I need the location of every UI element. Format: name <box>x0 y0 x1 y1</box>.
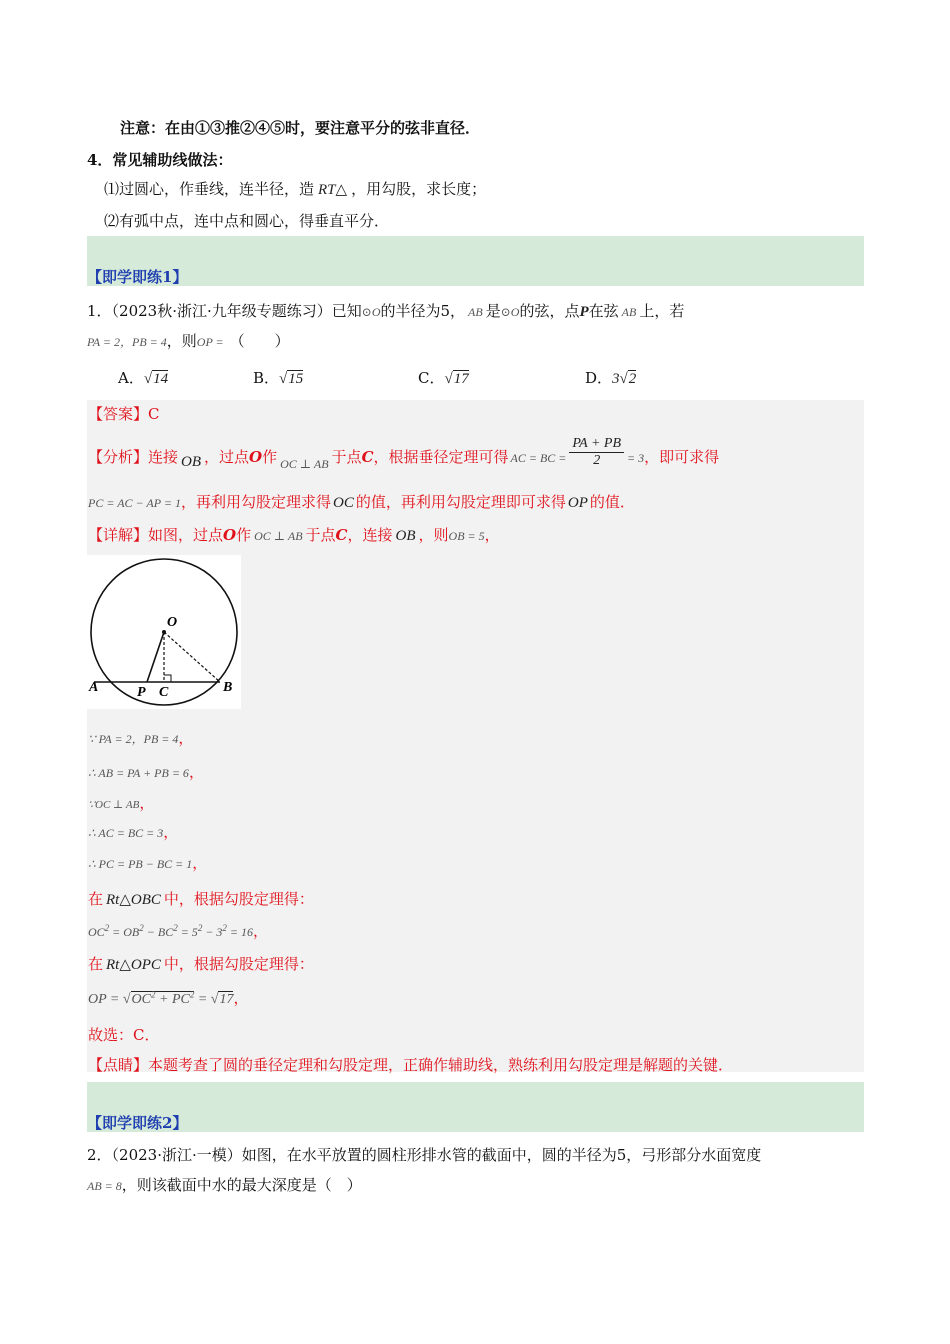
text-seg: ，再利用勾股定理求得 <box>180 493 331 511</box>
text-seg: 的值，再利用勾股定理即可求得 <box>355 493 566 511</box>
q1-text-seg: ，则 <box>166 332 197 350</box>
q2-number: 2． <box>87 1146 112 1164</box>
analysis-tag: 【分析】 <box>88 448 149 466</box>
step-1 <box>88 727 193 748</box>
text-seg: 作 <box>236 526 252 544</box>
eq-part: OP = <box>88 992 120 1007</box>
answer-value: C <box>148 405 160 423</box>
option-label: B． <box>253 369 280 387</box>
perp-math: OC ⊥ AB <box>254 529 303 543</box>
q1-text-seg: 在弦 <box>588 302 619 320</box>
practice-label-1: 【即学即练1】 <box>87 268 188 286</box>
step-tail: ， <box>192 854 208 872</box>
perp-math: OC ⊥ AB <box>280 457 329 471</box>
ab-equals-8: AB = 8 <box>87 1179 122 1193</box>
label-b: B <box>223 680 233 695</box>
question-2-line-2 <box>87 1174 362 1195</box>
step-math: ∴ AB = PA + PB = 6 <box>88 766 189 780</box>
eq-tail: ， <box>233 989 249 1007</box>
center-dot <box>162 630 166 634</box>
conclusion: 故选：C． <box>88 1026 160 1044</box>
text-seg: 在 <box>88 955 104 973</box>
exponent: 2 <box>222 923 227 933</box>
q1-source: （2023秋·浙江·九年级专题练习）已知 <box>111 302 362 320</box>
eq-part: − 3 <box>202 925 223 939</box>
exponent: 2 <box>104 923 110 933</box>
step-3 <box>88 792 154 813</box>
eq-part: − BC <box>143 925 174 939</box>
radical-body <box>131 991 195 1007</box>
option-label: A． <box>118 369 144 387</box>
exponent: 2 <box>173 923 178 933</box>
rt-obc-math: Rt△OBC <box>106 892 161 908</box>
pc-math: PC = AC − AP = 1 <box>88 496 181 510</box>
radicand: 14 <box>153 371 169 387</box>
text-seg: 于点 <box>305 526 336 544</box>
equation-op <box>88 987 249 1008</box>
pa-pb-math: PA = 2，PB = 4 <box>87 335 167 349</box>
step-tail: ， <box>163 823 179 841</box>
equation-oc <box>88 920 268 941</box>
oc-math: OC <box>333 495 354 511</box>
radicand: 15 <box>288 371 304 387</box>
remark-text: 本题考查了圆的垂径定理和勾股定理，正确作辅助线，熟练利用勾股定理是解题的关键． <box>148 1056 734 1074</box>
circle-figure <box>87 555 241 709</box>
step-tail: ， <box>188 763 204 781</box>
exponent: 2 <box>189 989 195 1000</box>
q1-text-seg: 是 <box>485 302 501 320</box>
rt-opc-line <box>88 953 314 974</box>
eq-part: = <box>194 992 208 1007</box>
eq-part: OC <box>131 992 151 1007</box>
q1-text-seg: 上，若 <box>639 302 685 320</box>
note-text: 注意：在由①③推②④⑤时，要注意平分的弦非直径． <box>120 119 481 137</box>
option-value: √15 <box>279 371 304 387</box>
option-b <box>253 367 303 388</box>
step-math: ∵OC ⊥ AB <box>88 799 140 811</box>
question-1-line-1 <box>87 300 684 321</box>
oc-squared-eq <box>88 925 253 939</box>
detail-line <box>88 524 500 545</box>
eq-part: = 5 <box>177 925 198 939</box>
text-seg: 在 <box>88 890 104 908</box>
eq-part: = OB <box>109 925 140 939</box>
circle-o-math: ⊙O <box>500 305 520 319</box>
fraction-denominator: 2 <box>593 452 601 468</box>
coefficient: 3 <box>612 371 620 387</box>
option-d <box>585 367 636 388</box>
ac-bc-math: AC = BC = <box>510 451 567 465</box>
text-seg: 于点 <box>331 448 362 466</box>
practice-band-1 <box>87 236 864 286</box>
eq-part: + PC <box>155 992 190 1007</box>
aux-line-item-2: ⑵有弧中点，连中点和圆心，得垂直平分． <box>104 212 390 230</box>
label-a: A <box>89 680 99 695</box>
step-math: ∴ PC = PB − BC = 1 <box>88 857 193 871</box>
answer-tag: 【答案】 <box>88 405 149 423</box>
text-seg: ，过点 <box>204 448 250 466</box>
segment-op <box>147 632 164 682</box>
circle-o-math: ⊙O <box>361 305 381 319</box>
rt-obc-line <box>88 888 314 909</box>
question-2-line-1 <box>87 1144 761 1165</box>
detail-tag: 【详解】 <box>88 526 149 544</box>
step-tail: ， <box>139 794 155 812</box>
point-o: O <box>223 526 237 544</box>
circle-diagram <box>87 555 241 709</box>
point-p: P <box>579 304 589 320</box>
op-math: OP = <box>196 335 224 349</box>
text-seg: 连接 <box>148 448 179 466</box>
eq-part: OC <box>88 925 105 939</box>
text-seg: 的值． <box>589 493 635 511</box>
eq-part: = 16 <box>226 925 254 939</box>
ob-math: OB <box>181 454 202 470</box>
fraction-numerator: PA + PB <box>569 436 624 453</box>
right-angle-mark <box>164 675 171 682</box>
label-o: O <box>167 615 178 630</box>
text-seg: ，根据垂径定理可得 <box>373 448 509 466</box>
text-seg: 作 <box>262 448 278 466</box>
answer-line <box>88 403 160 424</box>
ob-math: OB <box>395 528 416 544</box>
ob-equals-5: OB = 5 <box>448 529 485 543</box>
practice-band-2 <box>87 1082 864 1132</box>
option-c <box>418 367 469 388</box>
analysis-line-2 <box>88 491 635 512</box>
remark-line <box>88 1054 733 1075</box>
option-value: 3√2 <box>612 371 637 387</box>
q1-text-seg: 的半径为5， <box>380 302 466 320</box>
ab-math: AB <box>621 305 637 319</box>
q1-number: 1． <box>87 302 112 320</box>
point-c: C <box>335 526 348 544</box>
text-seg: ， <box>484 526 500 544</box>
label-p: P <box>137 685 146 700</box>
segment-ob <box>164 632 220 682</box>
analysis-line-1 <box>88 435 720 471</box>
step-2 <box>88 761 204 782</box>
step-math: ∵ PA = 2，PB = 4 <box>88 732 179 746</box>
text-seg: ，即可求得 <box>644 448 720 466</box>
rt-opc-math: Rt△OPC <box>106 957 161 973</box>
fraction <box>569 436 624 469</box>
step-5 <box>88 852 207 873</box>
step-math: ∴ AC = BC = 3 <box>88 826 164 840</box>
exponent: 2 <box>151 989 156 1000</box>
point-o: O <box>249 448 263 466</box>
radicand: 17 <box>219 992 234 1007</box>
q1-text-seg: 的弦，点 <box>519 302 580 320</box>
equals-3: = 3 <box>627 451 645 465</box>
op-eq: OP = $√OC^2 + PC^2 = √17$ <box>88 989 234 1007</box>
exponent: 2 <box>197 923 203 933</box>
text-seg: 中，根据勾股定理得： <box>163 955 314 973</box>
point-c: C <box>361 448 374 466</box>
step-tail: ， <box>178 729 194 747</box>
answer-blank: （ ） <box>229 332 290 350</box>
option-label: C． <box>418 369 445 387</box>
op-math: OP <box>567 495 588 511</box>
text-seg: ，连接 <box>347 526 393 544</box>
item1-suffix: ，用勾股，求长度； <box>351 180 487 198</box>
q2-text-tail: ，则该截面中水的最大深度是（ ） <box>121 1176 362 1194</box>
option-label: D． <box>585 369 613 387</box>
rt-triangle-math: RT△ <box>318 182 348 198</box>
item1-prefix: ⑴过圆心，作垂线，连半径，造 <box>104 180 315 198</box>
text-seg: 如图，过点 <box>148 526 224 544</box>
q2-text: （2023·浙江·一模）如图，在水平放置的圆柱形排水管的截面中，圆的半径为5，弓形部分水面宽度 <box>111 1146 762 1164</box>
section-heading: 4．常见辅助线做法： <box>87 151 233 169</box>
question-1-line-2 <box>87 330 290 351</box>
exponent: 2 <box>139 923 144 933</box>
option-value: √17 <box>444 371 469 387</box>
label-c: C <box>159 685 169 700</box>
practice-label-2: 【即学即练2】 <box>87 1114 188 1132</box>
ab-math: AB <box>468 305 483 319</box>
step-4 <box>88 821 178 842</box>
remark-tag: 【点睛】 <box>88 1056 149 1074</box>
option-a <box>118 367 168 388</box>
radicand: 17 <box>453 371 469 387</box>
radicand: 2 <box>628 371 637 387</box>
aux-line-item-1 <box>104 178 486 199</box>
option-value: √14 <box>143 371 169 387</box>
text-seg: 中，根据勾股定理得： <box>163 890 314 908</box>
eq-tail: ， <box>253 922 269 940</box>
text-seg: ，则 <box>418 526 449 544</box>
